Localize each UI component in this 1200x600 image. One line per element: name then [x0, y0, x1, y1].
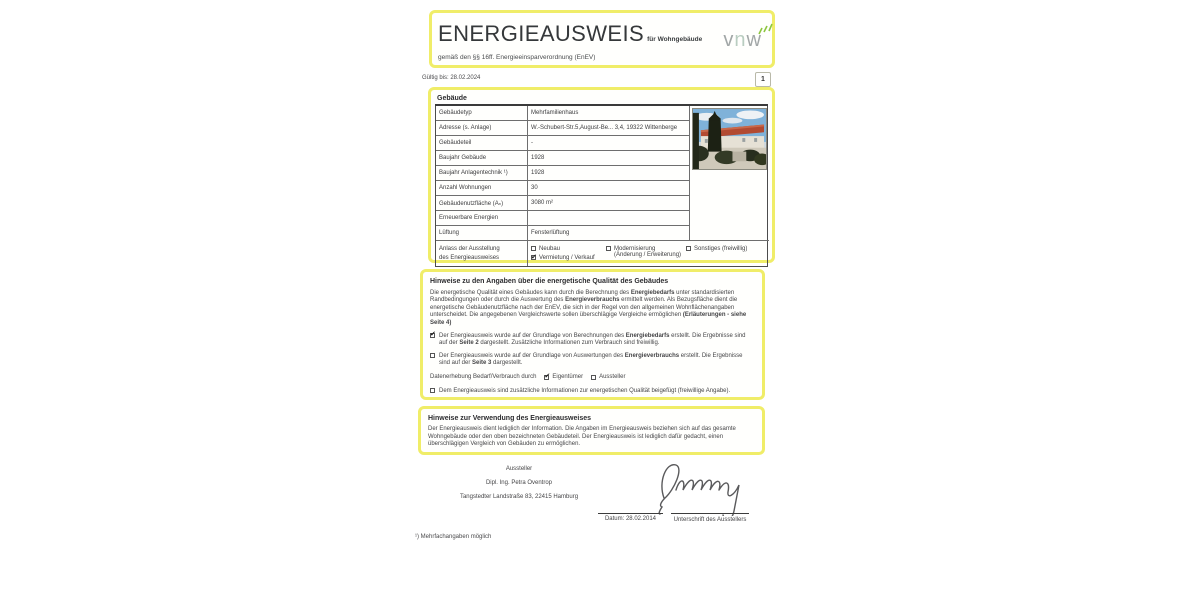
- quality-hints-intro: [430, 290, 755, 328]
- intro-bold: (Erläuterungen - siehe Seite 4): [430, 312, 747, 326]
- logo-spark-icon: [756, 22, 774, 36]
- text: erstellt. Die Ergebnisse sind auf der: [439, 332, 746, 347]
- option-consumption-text: [439, 353, 755, 368]
- date-label: Datum: 28.02.2014: [604, 516, 657, 522]
- footnote: ¹) Mehrfachangaben möglich: [415, 534, 492, 540]
- bold: Energieverbrauchs: [624, 352, 680, 359]
- issuer-heading: Aussteller: [505, 466, 533, 472]
- option-label-line1: Modernisierung: [614, 246, 656, 252]
- intro-text: ermittelt werden. Als Bezugsfläche dient die energetische Gebäudenutzfläche nach der EnEV, die sich in der Regel von den allgemeinen Wohnflächenangaben unterscheidet. Die angegebenen Vergleichswerte sollen überschlägige Vergleiche ermöglichen: [430, 297, 738, 319]
- row-value: Mehrfamilienhaus: [528, 106, 690, 121]
- row-label: Anzahl Wohnungen: [436, 181, 528, 196]
- option-owner: [544, 374, 583, 382]
- option-consumption-based: [430, 353, 755, 368]
- building-table: [435, 106, 768, 267]
- intro-text: unter standardisierten Randbedingungen oder durch die Auswertung des: [430, 289, 735, 304]
- bold: Seite 3: [472, 360, 492, 367]
- usage-hints-title: Hinweise zur Verwendung des Energieausweises: [428, 415, 592, 422]
- quality-hints-title: Hinweise zu den Angaben über die energetische Qualität des Gebäudes: [430, 278, 669, 285]
- checkbox-demand-icon: [430, 333, 435, 338]
- option-label: Sonstiges (freiwillig): [694, 246, 748, 252]
- document-subtitle: gemäß den §§ 16ff. Energieeinsparverordnung (EnEV): [438, 54, 596, 61]
- option-column: [531, 246, 606, 261]
- valid-until-label: Gültig bis: 28.02.2024: [422, 75, 481, 81]
- row-label: Baujahr Gebäude: [436, 151, 528, 166]
- data-collection-row: [430, 374, 755, 382]
- option-issuer: [591, 374, 625, 382]
- option-demand-based: [430, 333, 755, 348]
- vnw-logo: [723, 29, 762, 52]
- issuer-block: [433, 466, 605, 500]
- checkbox-additional-info-icon: [430, 388, 435, 393]
- issuer-name: Dipl. Ing. Petra Oventrop: [485, 480, 553, 486]
- option-additional-info-text: Dem Energieausweis sind zusätzliche Informationen zur energetischen Qualität beigefügt (freiwillige Angabe).: [439, 387, 731, 394]
- option-column: [686, 246, 747, 252]
- building-photo-image: [692, 108, 767, 170]
- checkbox-vermietung-icon: [531, 255, 536, 260]
- bold: Energiebedarfs: [625, 332, 670, 339]
- title-line: [438, 21, 766, 47]
- row-value: W.-Schubert-Str.5,August-Be... 3,4, 19322 Wittenberge: [528, 121, 690, 136]
- option-demand-text: [439, 333, 755, 348]
- text: erstellt. Die Ergebnisse sind auf der: [439, 352, 743, 367]
- document-title: ENERGIEAUSWEIS: [438, 21, 645, 46]
- option-label: [614, 246, 681, 258]
- row-label: Gebäudetyp: [436, 106, 528, 121]
- page-number-badge: 1: [755, 72, 771, 87]
- row-value: 1928: [528, 151, 690, 166]
- row-label: Adresse (s. Anlage): [436, 121, 528, 136]
- checkbox-consumption-icon: [430, 353, 435, 358]
- signature-line: [671, 513, 749, 514]
- issue-reason-line1: Anlass der Ausstellung: [439, 246, 500, 252]
- intro-bold: Energieverbrauchs: [565, 297, 620, 304]
- row-label: Baujahr Anlagentechnik ¹): [436, 166, 528, 181]
- usage-hints-box: [418, 406, 765, 455]
- text: dargestellt. Zusätzliche Informationen zum Verbrauch sind freiwillig.: [478, 340, 660, 347]
- option-additional-info: [430, 388, 755, 396]
- title-suffix: für Wohngebäude: [647, 36, 703, 43]
- checkbox-modernisierung-icon: [606, 246, 611, 251]
- row-value: 30: [528, 181, 690, 196]
- option-label-line2: (Änderung / Erweiterung): [614, 252, 682, 258]
- text: Der Energieausweis wurde auf der Grundlage von Berechnungen des: [439, 332, 626, 339]
- building-section-title: Gebäude: [435, 94, 768, 106]
- checkbox-neubau-icon: [531, 246, 536, 251]
- option-neubau: [531, 246, 606, 252]
- signature-image: [648, 452, 756, 516]
- row-value: 3080 m²: [528, 196, 690, 211]
- issuer-address: Tangstedter Landstraße 83, 22415 Hamburg: [459, 494, 579, 500]
- option-label: Eigentümer: [552, 373, 584, 380]
- option-label: Aussteller: [599, 373, 626, 380]
- issue-reason-line2: des Energieausweises: [439, 255, 500, 261]
- building-box: [428, 87, 775, 263]
- checkbox-issuer-icon: [591, 375, 596, 380]
- option-label: Neubau: [539, 246, 561, 252]
- row-label: Erneuerbare Energien: [436, 211, 528, 226]
- building-photo-cell: [690, 106, 769, 241]
- signature-label: Unterschrift des Ausstellers: [673, 517, 747, 523]
- intro-bold: Energiebedarfs: [630, 289, 675, 296]
- text: dargestellt.: [491, 360, 523, 367]
- option-vermietung: [531, 255, 606, 261]
- logo-letter-v: v: [723, 29, 735, 51]
- header-box: [429, 10, 775, 68]
- row-value: [528, 211, 690, 226]
- option-sonstiges: [686, 246, 747, 252]
- intro-text: Die energetische Qualität eines Gebäudes kann durch die Berechnung des: [430, 289, 631, 296]
- issue-reason-label: [436, 241, 528, 266]
- logo-letter-w: w: [746, 29, 762, 51]
- row-label: Gebäudeteil: [436, 136, 528, 151]
- checkbox-owner-icon: [544, 375, 549, 380]
- row-value: Fensterlüftung: [528, 226, 690, 241]
- row-value: -: [528, 136, 690, 151]
- checkbox-sonstiges-icon: [686, 246, 691, 251]
- option-column: [606, 246, 686, 258]
- bold: Seite 2: [459, 340, 479, 347]
- quality-hints-box: [420, 269, 765, 400]
- row-label: Lüftung: [436, 226, 528, 241]
- option-label: Vermietung / Verkauf: [539, 255, 595, 261]
- data-collection-label: Datenerhebung Bedarf/Verbrauch durch: [430, 373, 537, 380]
- date-line: [598, 513, 663, 514]
- energy-certificate-document: [415, 8, 781, 594]
- usage-hints-text: Der Energieausweis dient lediglich der Information. Die Angaben im Energieausweis beziehen sich auf das gesamte Wohngebäude oder den oben bezeichneten Gebäudeteil. Der Energieausweis ist lediglich dafür gedacht, einen überschlägigen Vergleich von Gebäuden zu ermöglichen.: [428, 426, 736, 448]
- row-label: Gebäudenutzfläche (Aₙ): [436, 196, 528, 211]
- issue-reason-options: [528, 241, 769, 266]
- logo-letter-n: n: [734, 29, 747, 51]
- option-modernisierung: [606, 246, 686, 258]
- row-value: 1928: [528, 166, 690, 181]
- text: Der Energieausweis wurde auf der Grundlage von Auswertungen des: [439, 352, 625, 359]
